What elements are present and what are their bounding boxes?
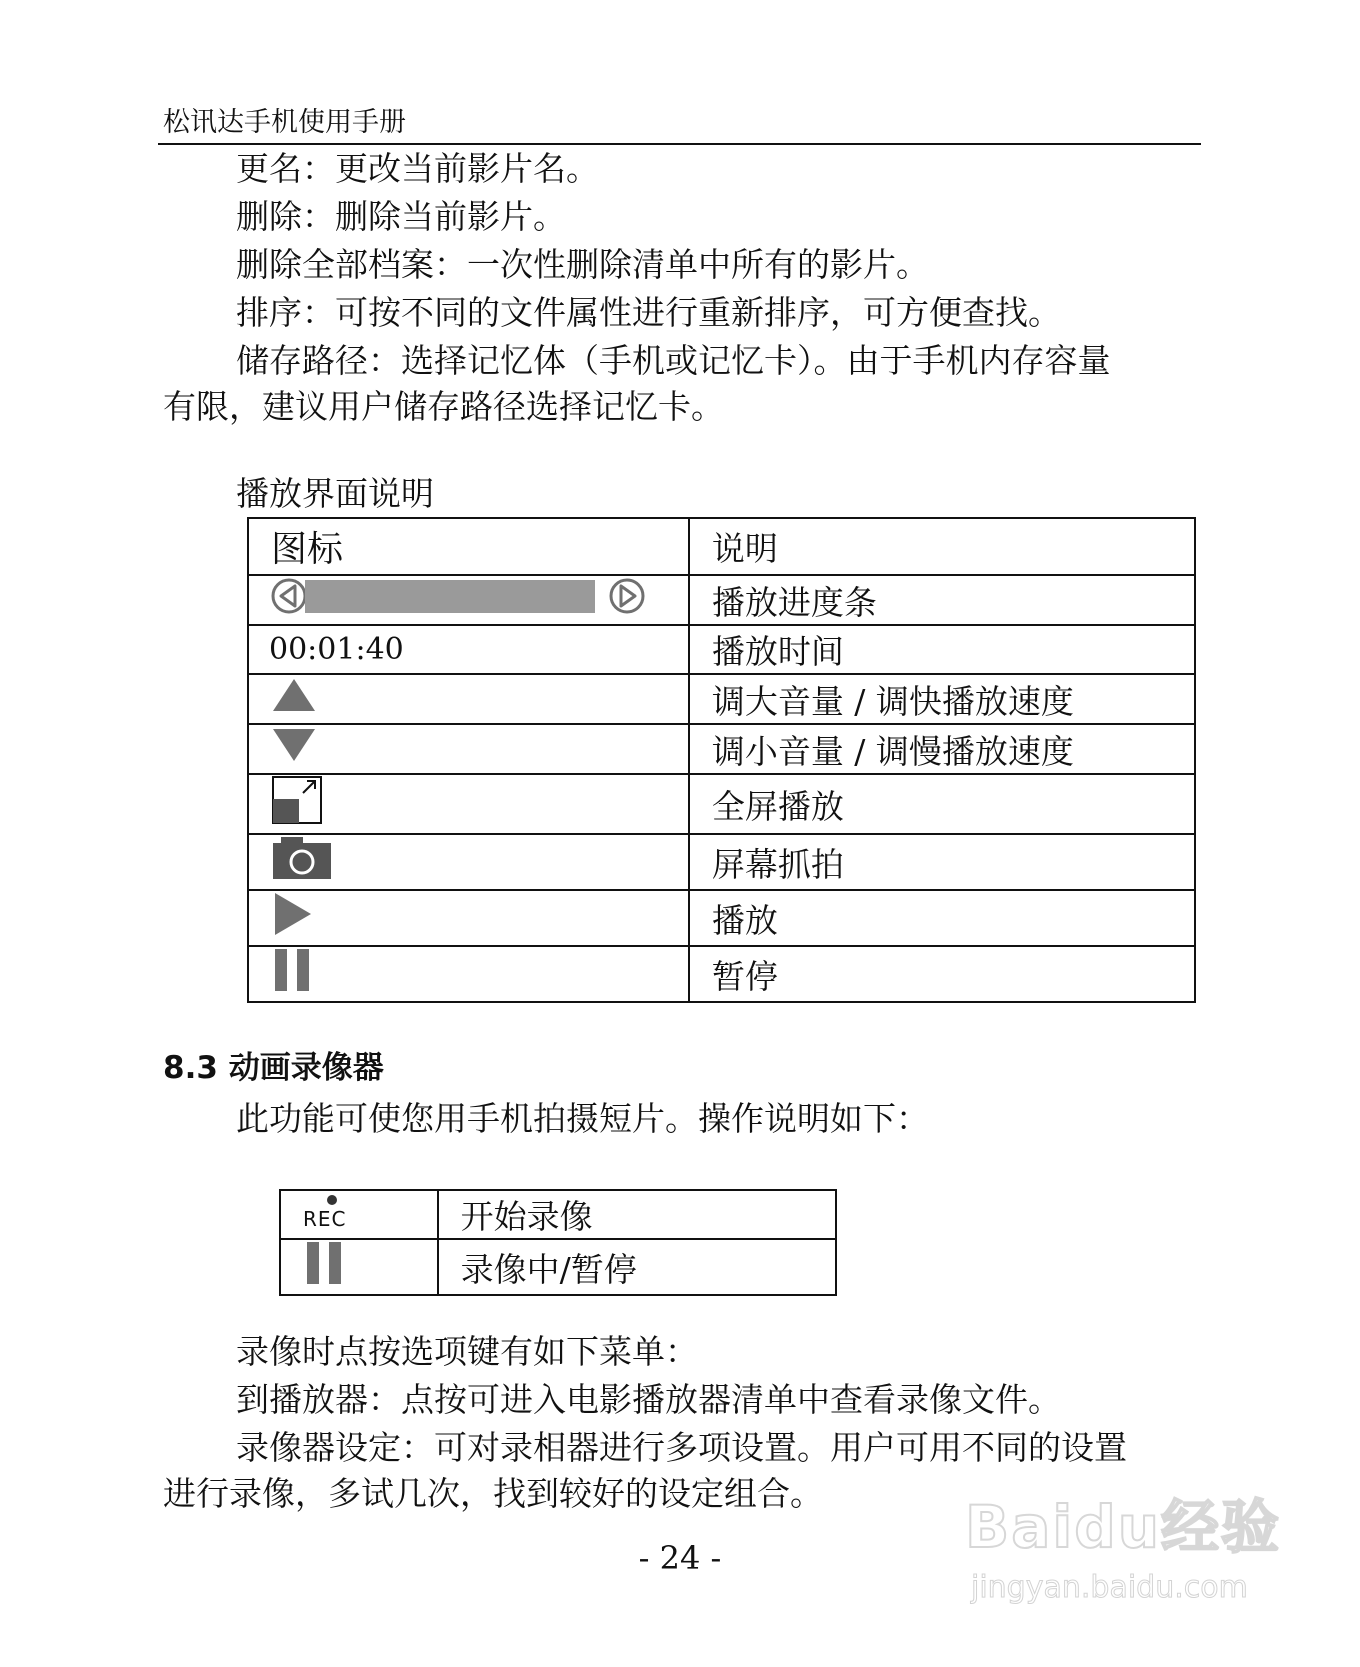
rec-label: REC xyxy=(303,1206,347,1231)
row-text-recording-pause: 录像中/暂停 xyxy=(438,1239,836,1295)
header-title: 松讯达手机使用手册 xyxy=(163,107,406,138)
baidu-watermark xyxy=(965,1470,1285,1630)
table-header-icon: 图标 xyxy=(248,518,689,575)
row-text-volume-down: 调小音量 / 调慢播放速度 xyxy=(689,724,1195,774)
table-row xyxy=(280,1190,836,1239)
triangle-down-icon xyxy=(271,725,317,765)
table-row xyxy=(248,575,1195,625)
section-intro: 此功能可使您用手机拍摄短片。操作说明如下： xyxy=(236,1099,929,1138)
intro-line-rename: 更名：更改当前影片名。 xyxy=(236,149,599,188)
table-row xyxy=(280,1239,836,1295)
table-row xyxy=(248,774,1195,834)
rec-icon xyxy=(303,1193,363,1237)
row-text-time: 播放时间 xyxy=(689,625,1195,674)
table-row xyxy=(248,724,1195,774)
page-number: - 24 - xyxy=(638,1539,722,1577)
row-text-play: 播放 xyxy=(689,890,1195,946)
playback-time-value: 00:01:40 xyxy=(248,625,689,674)
pause-icon xyxy=(303,1240,347,1286)
table-header-description: 说明 xyxy=(689,518,1195,575)
table-row xyxy=(248,674,1195,724)
playback-icon-table xyxy=(247,517,1196,1003)
menu-line-settings: 录像器设定：可对录相器进行多项设置。用户可用不同的设置 xyxy=(236,1428,1127,1467)
row-text-volume-up: 调大音量 / 调快播放速度 xyxy=(689,674,1195,724)
intro-line-delete-all: 删除全部档案：一次性删除清单中所有的影片。 xyxy=(236,245,929,284)
row-text-start-recording: 开始录像 xyxy=(438,1190,836,1239)
menu-line-settings-cont: 进行录像，多试几次，找到较好的设定组合。 xyxy=(163,1474,823,1513)
table-header-row xyxy=(248,518,1195,575)
camera-icon xyxy=(271,835,333,881)
table-row xyxy=(248,890,1195,946)
triangle-up-icon xyxy=(271,675,317,715)
intro-line-sort: 排序：可按不同的文件属性进行重新排序，可方便查找。 xyxy=(236,293,1061,332)
intro-line-storage: 储存路径：选择记忆体（手机或记忆卡）。由于手机内存容量 xyxy=(236,341,1111,380)
intro-line-delete: 删除：删除当前影片。 xyxy=(236,197,566,236)
rec-icon-table xyxy=(279,1189,837,1296)
menu-line-intro: 录像时点按选项键有如下菜单： xyxy=(236,1332,698,1371)
row-text-pause: 暂停 xyxy=(689,946,1195,1002)
rec-dot-icon xyxy=(327,1195,337,1205)
watermark-url: jingyan.baidu.com xyxy=(971,1570,1248,1605)
watermark-brand: Baidu经验 xyxy=(965,1493,1282,1561)
row-text-fullscreen: 全屏播放 xyxy=(689,774,1195,834)
fullscreen-icon xyxy=(271,775,323,825)
play-icon xyxy=(271,891,315,937)
table-row xyxy=(248,625,1195,674)
row-text-screenshot: 屏幕抓拍 xyxy=(689,834,1195,890)
row-text-progress: 播放进度条 xyxy=(689,575,1195,625)
intro-line-storage-cont: 有限，建议用户储存路径选择记忆卡。 xyxy=(163,387,724,426)
playback-table-caption: 播放界面说明 xyxy=(236,474,434,513)
progress-bar-icon xyxy=(271,576,645,616)
table-row xyxy=(248,946,1195,1002)
section-title: 8.3 动画录像器 xyxy=(163,1050,384,1086)
table-row xyxy=(248,834,1195,890)
pause-icon xyxy=(271,947,315,993)
menu-line-player: 到播放器：点按可进入电影播放器清单中查看录像文件。 xyxy=(236,1380,1061,1419)
